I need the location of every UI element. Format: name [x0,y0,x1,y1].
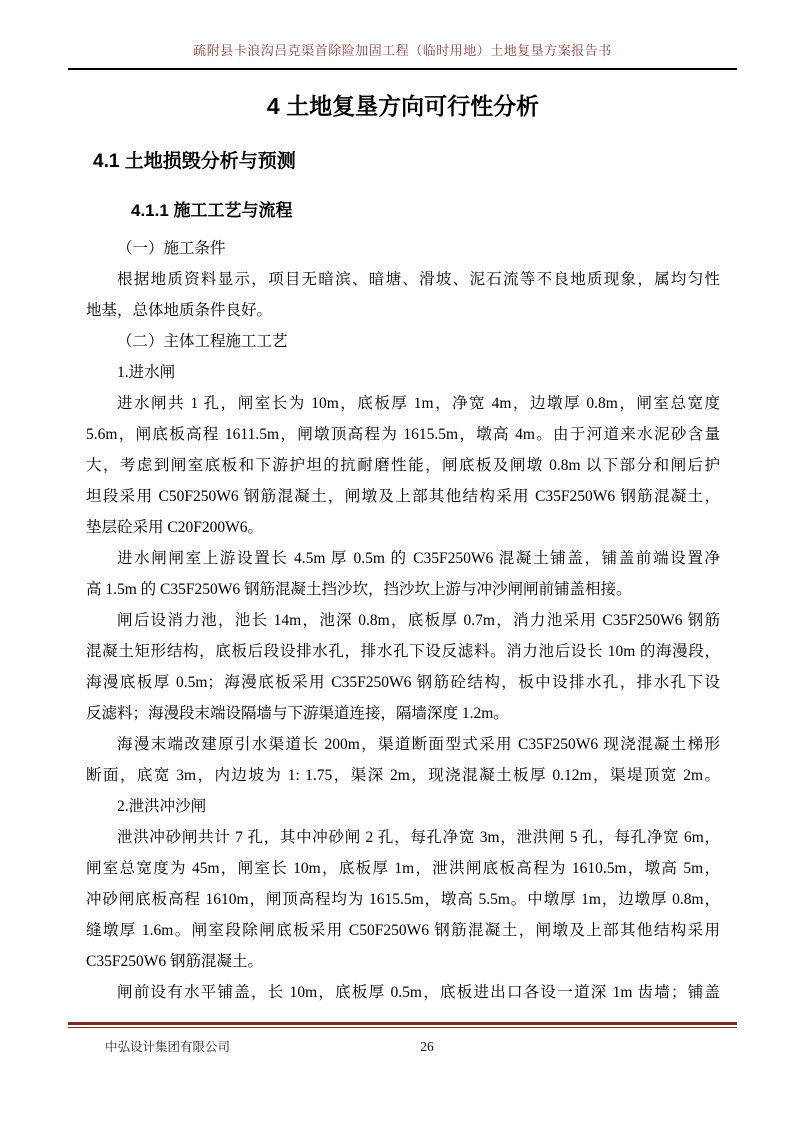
section-title: 4.1 土地损毁分析与预测 [93,151,296,172]
body-line: 进水闸共 1 孔，闸室长为 10m，底板厚 1m，净宽 4m，边墩厚 0.8m，闸室总宽度 [117,395,720,412]
header-title: 疏附县卡浪沟吕克渠首除险加固工程（临时用地）土地复垦方案报告书 [193,43,612,58]
body-line: （一）施工条件 [117,240,226,257]
body-line: 海漫底板厚 0.5m；海漫底板采用 C35F250W6 钢筋砼结构，板中设排水孔，排水孔下设 [86,674,720,691]
body-line: 大，考虑到闸室底板和下游护坦的抗耐磨性能，闸底板及闸墩 0.8m 以下部分和闸后护 [86,457,720,474]
body-line: 5.6m，闸底板高程 1611.5m，闸墩顶高程为 1615.5m，墩高 4m。由于河道来水泥砂含量 [86,426,720,443]
body-line: 闸室总宽度为 45m，闸室长 10m，底板厚 1m，泄洪闸底板高程为 1610.5m，墩高 5m， [86,860,720,877]
body-line: 混凝土矩形结构，底板后段设排水孔，排水孔下设反滤料。消力池后设长 10m 的海漫段， [86,643,720,660]
body-line: 闸后设消力池，池长 14m，池深 0.8m，底板厚 0.7m，消力池采用 C35F250W6 钢筋 [117,612,720,629]
body-line: 高 1.5m 的 C35F250W6 钢筋混凝土挡沙坎，挡沙坎上游与冲沙闸闸前铺盖相接。 [86,581,632,598]
body-line: 冲砂闸底板高程 1610m，闸顶高程均为 1615.5m，墩高 5.5m。中墩厚 1m，边墩厚 0.8m， [86,891,720,908]
body-line: 反滤料；海漫段末端设隔墙与下游渠道连接，隔墙深度 1.2m。 [86,705,509,722]
body-line: 海漫末端改建原引水渠道长 200m，渠道断面型式采用 C35F250W6 现浇混凝土梯形 [117,736,720,753]
body-line: 垫层砼采用 C20F200W6。 [86,519,263,536]
body-line: 2.泄洪冲沙闸 [117,798,207,815]
body-line: 闸前设有水平铺盖，长 10m，底板厚 0.5m，底板进出口各设一道深 1m 齿墙；铺盖 [117,984,720,1001]
body-line: 1.进水闸 [117,364,176,381]
subsection-title: 4.1.1 施工工艺与流程 [131,201,293,220]
footer-divider [68,1022,737,1028]
page-number: 26 [420,1039,434,1054]
body-line: 泄洪冲砂闸共计 7 孔，其中冲砂闸 2 孔，每孔净宽 3m，泄洪闸 5 孔，每孔净宽 6m， [117,829,720,846]
body-line: C35F250W6 钢筋混凝土。 [86,953,263,970]
body-line: 断面，底宽 3m，内边坡为 1: 1.75，渠深 2m，现浇混凝土板厚 0.12m，渠堤顶宽 2m。 [86,767,720,784]
body-line: （二）主体工程施工工艺 [117,333,288,350]
page-header [68,40,737,70]
chapter-title: 4 土地复垦方向可行性分析 [266,93,540,119]
document-body [86,233,720,1008]
body-line: 根据地质资料显示，项目无暗滨、暗塘、滑坡、泥石流等不良地质现象，属均匀性 [117,271,720,288]
body-line: 进水闸闸室上游设置长 4.5m 厚 0.5m 的 C35F250W6 混凝土铺盖，铺盖前端设置净 [117,550,720,567]
body-line: 地基，总体地质条件良好。 [86,302,273,319]
body-line: 坦段采用 C50F250W6 钢筋混凝土，闸墩及上部其他结构采用 C35F250W6 钢筋混凝土， [86,488,720,505]
footer-company: 中弘设计集团有限公司 [105,1040,231,1054]
body-line: 缝墩厚 1.6m。闸室段除闸底板采用 C50F250W6 钢筋混凝土，闸墩及上部其他结构采用 [86,922,720,939]
